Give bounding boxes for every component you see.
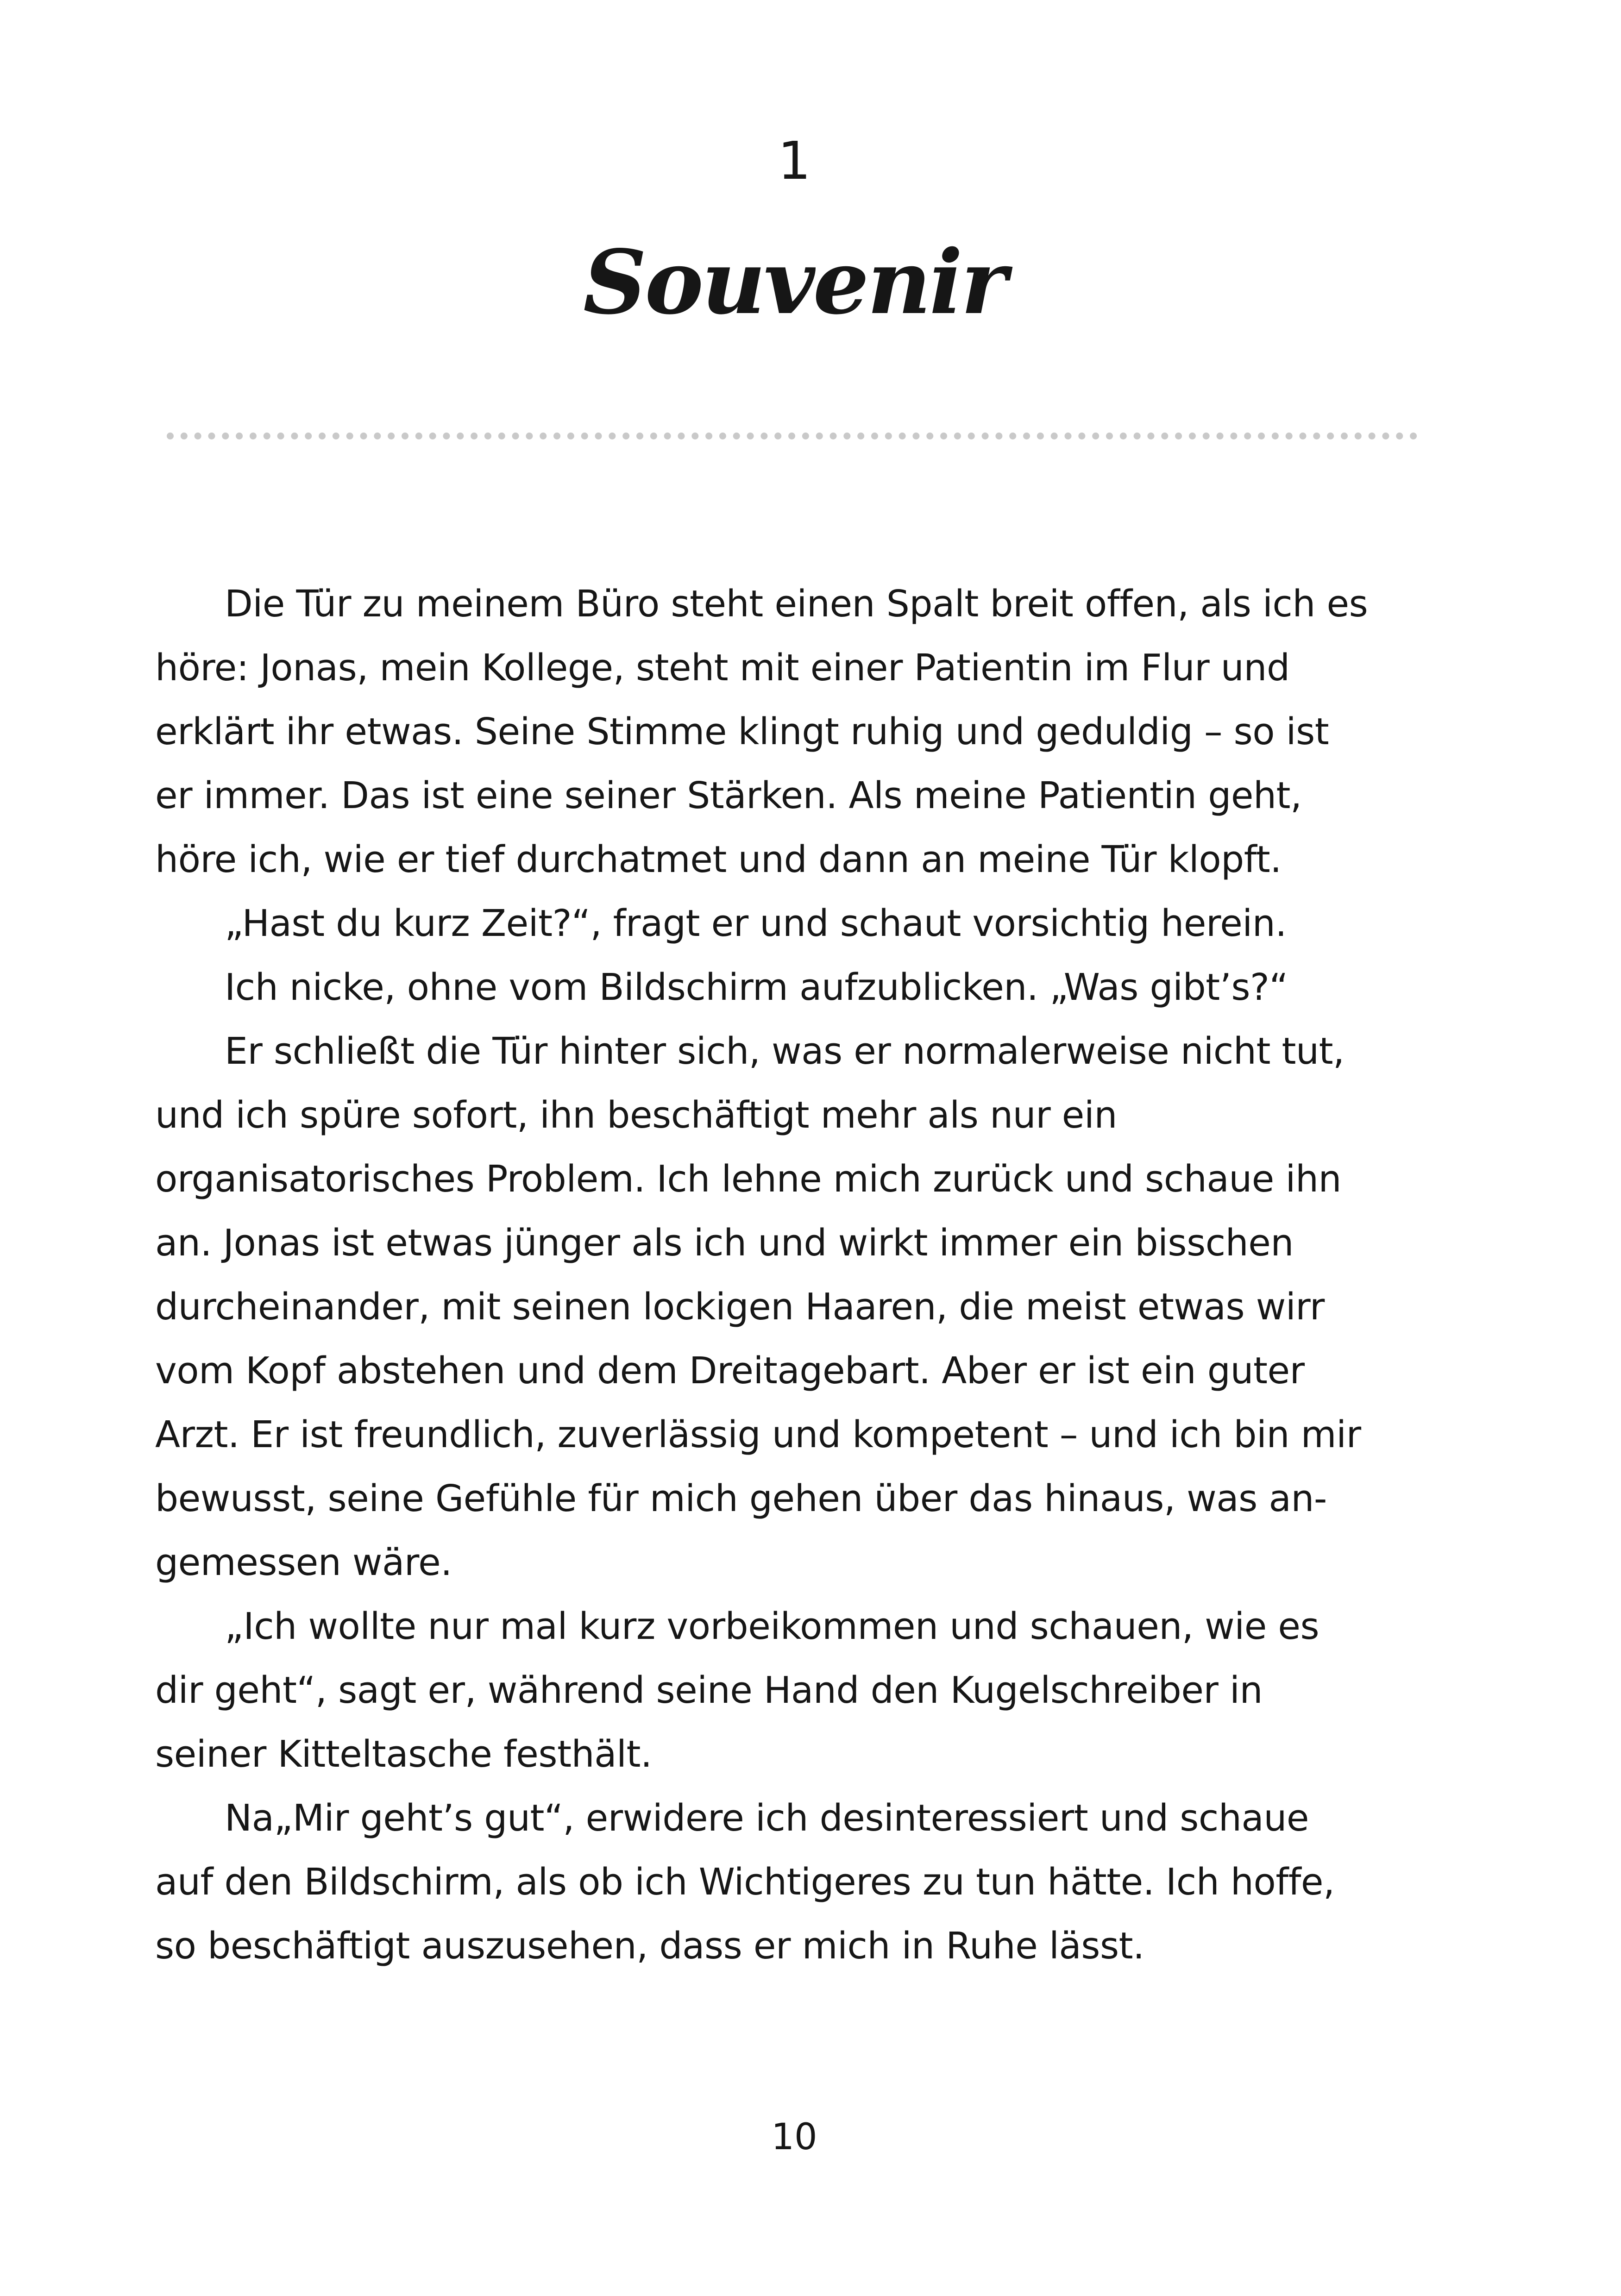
- text-line: höre ich, wie er tief durchatmet und dann an meine Tür klopft.: [155, 838, 1282, 881]
- text-line: bewusst, seine Gefühle für mich gehen über das hinaus, was an-: [155, 1477, 1327, 1520]
- text-line: höre: Jonas, mein Kollege, steht mit einer Patientin im Flur und: [155, 646, 1290, 689]
- text-line: erklärt ihr etwas. Seine Stimme klingt ruhig und geduldig – so ist: [155, 710, 1329, 753]
- text-line: so beschäftigt auszusehen, dass er mich in Ruhe lässt.: [155, 1925, 1144, 1967]
- text-line: seiner Kitteltasche festhält.: [155, 1733, 652, 1775]
- chapter-number: 1: [778, 131, 811, 191]
- text-line: vom Kopf abstehen und dem Dreitagebart. Aber er ist ein guter: [155, 1349, 1305, 1392]
- chapter-title: Souvenir: [583, 231, 1005, 334]
- dotted-divider: [167, 433, 1417, 439]
- text-line: und ich spüre sofort, ihn beschäftigt mehr als nur ein: [155, 1094, 1117, 1136]
- text-line: gemessen wäre.: [155, 1541, 452, 1584]
- text-line: „Ich wollte nur mal kurz vorbeikommen und schauen, wie es: [225, 1605, 1319, 1648]
- text-line: organisatorisches Problem. Ich lehne mich zurück und schaue ihn: [155, 1158, 1342, 1200]
- text-line: Na„Mir geht’s gut“, erwidere ich desinteressiert und schaue: [225, 1797, 1309, 1839]
- text-line: an. Jonas ist etwas jünger als ich und wirkt immer ein bisschen: [155, 1222, 1294, 1264]
- text-line: er immer. Das ist eine seiner Stärken. Als meine Patientin geht,: [155, 774, 1302, 817]
- text-line: dir geht“, sagt er, während seine Hand den Kugelschreiber in: [155, 1669, 1263, 1712]
- text-line: Ich nicke, ohne vom Bildschirm aufzublicken. „Was gibt’s?“: [225, 966, 1288, 1009]
- text-line: „Hast du kurz Zeit?“, fragt er und schaut vorsichtig herein.: [225, 902, 1287, 945]
- text-line: Er schließt die Tür hinter sich, was er normalerweise nicht tut,: [225, 1030, 1345, 1073]
- page-number: 10: [771, 2116, 817, 2158]
- text-line: durcheinander, mit seinen lockigen Haaren, die meist etwas wirr: [155, 1286, 1325, 1328]
- text-line: auf den Bildschirm, als ob ich Wichtigeres zu tun hätte. Ich hoffe,: [155, 1861, 1335, 1903]
- text-line: Die Tür zu meinem Büro steht einen Spalt breit offen, als ich es: [225, 583, 1368, 625]
- text-line: Arzt. Er ist freundlich, zuverlässig und kompetent – und ich bin mir: [155, 1413, 1361, 1456]
- chapter-body-text: [155, 572, 1438, 1978]
